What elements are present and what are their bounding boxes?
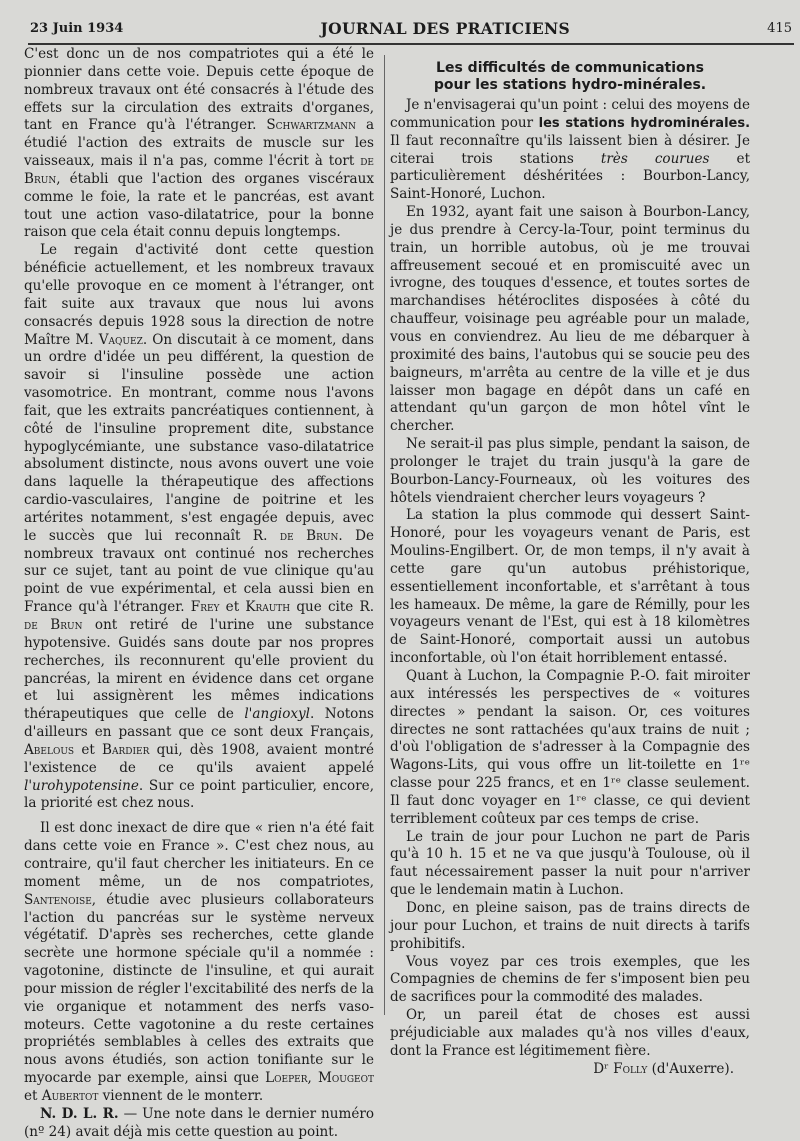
right-paragraph-3: Ne serait-il pas plus simple, pendant la saison, de prolonger le trajet du train jusqu'à la gare de Bourbon-Lancy-Fourneaux, où les voitures des hôtels viendraient chercher leurs voyageurs ? bbox=[390, 436, 750, 506]
right-paragraph-1: Je n'envisagerai qu'un point : celui des moyens de communication pour les stations hydrominérales. Il faut reconnaître qu'ils laissent bien à désirer. Je citerai trois stations très courues et particulièrement déshéritées : Bourbon-Lancy, Saint-Honoré, Luchon. bbox=[390, 97, 751, 203]
author-name: de Brun bbox=[279, 527, 339, 544]
right-paragraph-6: Le train de jour pour Luchon ne part de Paris qu'à 10 h. 15 et ne va que jusqu'à Toulouse, où il faut nécessairement passer la nuit pour n'arriver que le lendemain matin à Luchon. bbox=[390, 828, 750, 899]
italic-term: l'angioxyl bbox=[244, 706, 310, 723]
author-name: Aubertot bbox=[41, 1087, 99, 1104]
right-paragraph-2: En 1932, ayant fait une saison à Bourbon-Lancy, je dus prendre à Cercy-la-Tour, point terminus du train, un horrible autobus, où je me trouvai affreusement secoué et en promiscuité avec un ivrogne, des touques d'essence, et toutes sortes de marchandises hétéroclites disposées à côté du chauffeur, voisinage peu agréable pour un malade, vous en conviendrez. Au lieu de me débarquer à proximité des bains, l'autobus qui se soucie peu des baigneurs, m'arrêta au centre de la ville et je dus laisser mon bagage en dépôt dans un café en attendant qu'un garçon de mon hôtel vînt le chercher. bbox=[390, 204, 750, 435]
page-number: 415 bbox=[767, 20, 792, 36]
column-divider bbox=[384, 55, 385, 1015]
italic-term: l'urohypotensine bbox=[24, 777, 139, 794]
left-paragraph-2: Le regain d'activité dont cette question bénéficie actuellement, et les nombreux travaux qu'elle provoque en ce moment à l'étranger, ont fait suite aux travaux que nous lui avons consacrés depuis 1928 sous la direction de notre Maître M. Vaquez. On discutait à ce moment, dans un ordre d'idée un peu différent, la question de savoir si l'insuline possède une action vasomotrice. En montrant, comme nous l'avons fait, que les extraits pancréatiques contiennent, à côté de l'insuline proprement dite, substance hypoglycémiante, une substance vaso-dilatatrice absolument distincte, nous avons ouvert une voie dans laquelle la thérapeutique des affections cardio-vasculaires, l'angine de poitrine et les artérites notamment, s'est engagée depuis, avec le succès que lui reconnaît R. de Brun. De nombreux travaux ont continué nos recherches sur ce sujet, tant au point de vue clinique qu'au point de vue expérimental, et cela aussi bien en France qu'à l'étranger. Frey et Krauth que cite R. de Brun ont retiré de l'urine une substance hypotensive. Guidés sans doute par nos propres recherches, ils reconnurent qu'elle provient du pancréas, la mirent en évidence dans cet organe et lui assignèrent les mêmes indications thérapeutiques que celle de l'angioxyl. Notons d'ailleurs en passant que ce sont deux Français, Abelous et Bardier qui, dès 1908, avaient montré l'existence de ce qu'ils avaient appelé l'urohypotensine. Sur ce point particulier, encore, la priorité est chez nous. bbox=[24, 242, 375, 812]
left-paragraph-3: Il est donc inexact de dire que « rien n'a été fait dans cette voie en France ». C'est chez nous, au contraire, qu'il faut chercher les initiateurs. En ce moment même, un de nos compatriotes, Santenoise, étudie avec plusieurs collaborateurs l'action du pancréas sur le système nerveux végétatif. D'après ses recherches, cette glande secrète une hormone spéciale qu'il a nommée : vagotonine, distincte de l'insuline, et qui aurait pour mission de régler l'excitabilité des nerfs de la vie organique et notamment des nerfs vaso-moteurs. Cette vagotonine a du reste certaines propriétés semblables à celles des extraits que nous avons étudiés, son action tonifiante sur le myocarde par exemple, ainsi que Loeper, Mougeot et Aubertot viennent de le monterr. bbox=[24, 820, 374, 1104]
author-name: Abelous bbox=[24, 741, 75, 758]
journal-title: JOURNAL DES PRATICIENS bbox=[320, 18, 570, 38]
italic-term: très courues bbox=[600, 150, 710, 167]
author-name: Schwartzmann bbox=[266, 117, 356, 134]
issue-date: 23 Juin 1934 bbox=[30, 20, 124, 36]
right-paragraph-8: Vous voyez par ces trois exemples, que les Compagnies de chemins de fer s'imposent bien peu de sacrifices pour la commodité des malades. bbox=[390, 953, 750, 1006]
author-name: Mougeot bbox=[318, 1070, 374, 1087]
author-name: de Brun bbox=[24, 617, 83, 633]
header-rule bbox=[28, 43, 794, 45]
left-paragraph-1: C'est donc un de nos compatriotes qui a été le pionnier dans cette voie. Depuis cette époque de nombreux travaux ont été consacrés à l'étude des effets sur la circulation des extraits d'organes, tant en France qu'à l'étranger. Schwartzmann a étudié l'action des extraits de muscle sur les vaisseaux, mais il n'a pas, comme l'écrit à tort de Brun, établi que l'action des organes viscéraux comme le foie, la rate et le pancréas, est avant tout une action vaso-dilatatrice, pour la bonne raison que cela était connu depuis longtemps. bbox=[24, 46, 375, 241]
author-name: Frey bbox=[190, 599, 220, 616]
right-column bbox=[390, 60, 750, 1078]
author-name: de Brun bbox=[24, 153, 374, 187]
author-name: Krauth bbox=[245, 599, 291, 616]
article-title: Les difficultés de communications pour les stations hydro-minérales. bbox=[433, 60, 707, 93]
author-signature: Dʳ Folly (d'Auxerre). bbox=[593, 1060, 734, 1077]
author-name: Bardier bbox=[102, 741, 150, 758]
author-name: Vaquez bbox=[98, 331, 143, 348]
running-header bbox=[30, 17, 792, 39]
highlight-term: les stations hydrominérales. bbox=[538, 115, 751, 131]
editor-note: N. D. L. R. — Une note dans le dernier numéro (nº 24) avait déjà mis cette question au point. bbox=[24, 1105, 374, 1140]
right-paragraph-9: Or, un pareil état de choses est aussi préjudiciable aux malades qu'à nos villes d'eaux, dont la France est légitimement fière. bbox=[390, 1007, 750, 1059]
author-name: Loeper bbox=[265, 1070, 308, 1087]
right-paragraph-4: La station la plus commode qui dessert Saint-Honoré, pour les voyageurs venant de Paris, est Moulins-Engilbert. Or, de mon temps, il n'y avait à cette gare qu'un autobus préhistorique, essentiellement inconfortable, et s'arrêtant à tous les hameaux. De même, la gare de Rémilly, pour les voyageurs venant de l'Est, qui est à 18 kilomètres de Saint-Honoré, comportait aussi un autobus inconfortable, où l'on était horriblement entassé. bbox=[390, 507, 750, 667]
editor-note-lead: N. D. L. R. bbox=[40, 1105, 119, 1122]
author-name: Santenoise bbox=[24, 891, 92, 908]
right-paragraph-7: Donc, en pleine saison, pas de trains directs de jour pour Luchon, et trains de nuit directs à tarifs prohibitifs. bbox=[390, 899, 750, 952]
right-paragraph-5: Quant à Luchon, la Compagnie P.-O. fait miroiter aux intéressés les perspectives de « voitures directes » pendant la saison. Or, ces voitures directes ne sont rattachées qu'aux trains de nuit ; d'où l'obligation de s'adresser à la Compagnie des Wagons-Lits, qui vous offre un lit-toilette en 1ʳᵉ classe pour 225 francs, et en 1ʳᵉ classe seulement. Il faut donc voyager en 1ʳᵉ classe, ce qui devient terriblement coûteux par ces temps de crise. bbox=[390, 668, 750, 827]
left-column bbox=[24, 46, 374, 1141]
